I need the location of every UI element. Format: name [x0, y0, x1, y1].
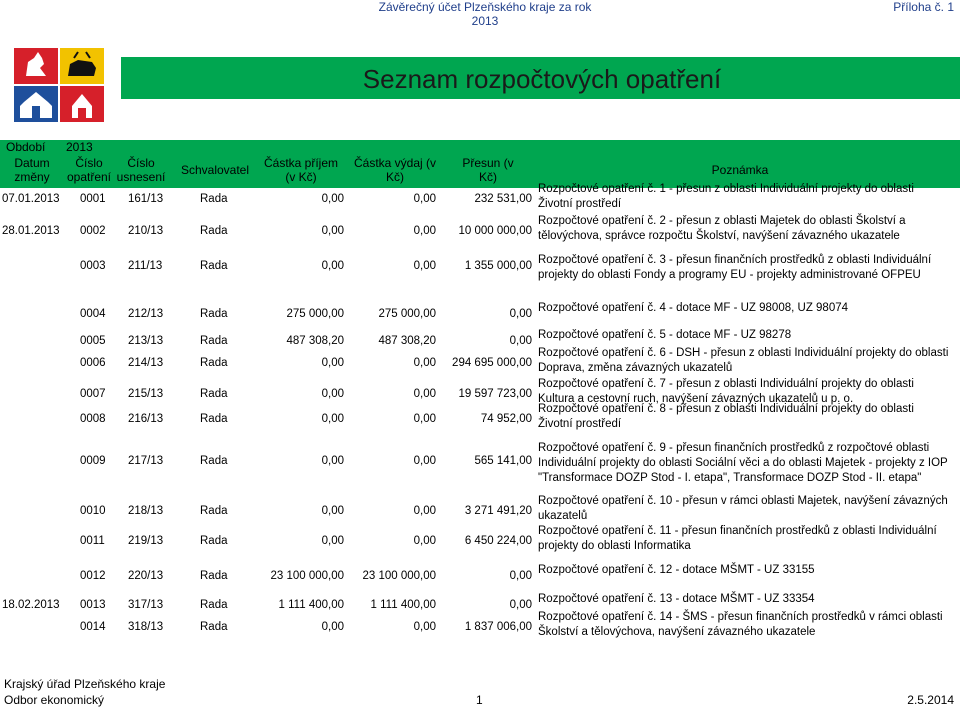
cell-note: Rozpočtové opatření č. 6 - DSH - přesun z oblasti Individuální projekty do oblasti Doprava, změna závazných ukazatelů: [538, 347, 949, 374]
cell-cislo: 0014: [80, 621, 106, 633]
cell-usneseni: 210/13: [128, 225, 164, 237]
column-header-resolution-number: Číslo usnesení: [116, 156, 166, 184]
cell-prijem: 0,00: [321, 621, 344, 633]
cell-prijem: 0,00: [321, 260, 344, 272]
cell-vydaj: 0,00: [413, 621, 436, 633]
cell-cislo: 0012: [80, 570, 106, 582]
period-value: 2013: [66, 140, 93, 154]
cell-cislo: 0001: [80, 193, 106, 205]
cell-presun: 0,00: [509, 599, 532, 611]
cell-usneseni: 216/13: [128, 413, 164, 425]
cell-prijem: 23 100 000,00: [270, 570, 344, 582]
cell-schvalovatel: Rada: [200, 193, 228, 205]
cell-schvalovatel: Rada: [200, 357, 228, 369]
cell-note: Rozpočtové opatření č. 13 - dotace MŠMT - UZ 33354: [538, 593, 815, 605]
cell-schvalovatel: Rada: [200, 308, 228, 320]
cell-usneseni: 317/13: [128, 599, 164, 611]
cell-cislo: 0004: [80, 308, 106, 320]
cell-cislo: 0011: [80, 535, 105, 547]
cell-cislo: 0007: [80, 388, 106, 400]
cell-prijem: 0,00: [321, 535, 344, 547]
cell-cislo: 0005: [80, 335, 106, 347]
cell-prijem: 0,00: [321, 455, 344, 467]
cell-presun: 1 355 000,00: [464, 260, 532, 272]
cell-vydaj: 0,00: [413, 388, 436, 400]
cell-cislo: 0002: [80, 225, 106, 237]
cell-usneseni: 318/13: [128, 621, 164, 633]
cell-note: Rozpočtové opatření č. 3 - přesun finančních prostředků z oblasti Individuální projekty do oblasti Fondy a programy EU - projekty administrované OFPEU: [538, 254, 932, 281]
cell-vydaj: 0,00: [413, 535, 436, 547]
cell-datum: 18.02.2013: [2, 599, 60, 611]
cell-usneseni: 212/13: [128, 308, 164, 320]
cell-cislo: 0009: [80, 455, 106, 467]
cell-note: Rozpočtové opatření č. 9 - přesun finančních prostředků z rozpočtové oblasti Individuální projekty do oblasti Sociální věci a do oblasti Majetek - projekty z IOP "Transformace DOZP Stod - I. etapa", Transformace DOZP Stod - II. etapa": [538, 442, 948, 484]
cell-note: Rozpočtové opatření č. 5 - dotace MF - UZ 98278: [538, 329, 792, 341]
cell-schvalovatel: Rada: [200, 599, 228, 611]
cell-note: Rozpočtové opatření č. 14 - ŠMS - přesun finančních prostředků v rámci oblasti Školství a tělovýchova, navýšení závazného ukazatele: [538, 611, 943, 638]
cell-note: Rozpočtové opatření č. 8 - přesun z oblasti Individuální projekty do oblasti Životní prostředí: [538, 403, 914, 430]
cell-note: Rozpočtové opatření č. 11 - přesun finančních prostředků z oblasti Individuální projekty do oblasti Informatika: [538, 525, 937, 552]
column-header-date: Datum změny: [14, 156, 50, 184]
cell-presun: 10 000 000,00: [458, 225, 532, 237]
cell-presun: 1 837 006,00: [464, 621, 532, 633]
cell-vydaj: 0,00: [413, 357, 436, 369]
footer-department: Odbor ekonomický: [4, 693, 105, 707]
cell-presun: 0,00: [509, 570, 532, 582]
cell-datum: 28.01.2013: [2, 225, 60, 237]
page-title: Seznam rozpočtových opatření: [362, 64, 722, 94]
cell-prijem: 1 111 400,00: [278, 599, 344, 611]
cell-schvalovatel: Rada: [200, 455, 228, 467]
cell-schvalovatel: Rada: [200, 260, 228, 272]
cell-note: Rozpočtové opatření č. 12 - dotace MŠMT - UZ 33155: [538, 564, 815, 576]
cell-note: Rozpočtové opatření č. 7 - přesun z oblasti Individuální projekty do oblasti Kultura a cestovní ruch, navýšení závazných ukazatelů u p. o.: [538, 378, 914, 405]
cell-cislo: 0006: [80, 357, 106, 369]
column-header-note: Poznámka: [711, 163, 769, 177]
cell-vydaj: 0,00: [413, 455, 436, 467]
cell-note: Rozpočtové opatření č. 1 - přesun z oblasti Individuální projekty do oblasti Životní prostředí: [538, 183, 914, 210]
cell-vydaj: 487 308,20: [378, 335, 436, 347]
cell-note: Rozpočtové opatření č. 4 - dotace MF - UZ 98008, UZ 98074: [538, 302, 849, 314]
cell-prijem: 0,00: [321, 193, 344, 205]
appendix-label: Příloha č. 1: [893, 0, 954, 14]
cell-vydaj: 0,00: [413, 193, 436, 205]
cell-presun: 565 141,00: [474, 455, 532, 467]
cell-presun: 3 271 491,20: [464, 505, 532, 517]
cell-schvalovatel: Rada: [200, 570, 228, 582]
footer-org: Krajský úřad Plzeňského kraje: [4, 677, 166, 691]
cell-schvalovatel: Rada: [200, 335, 228, 347]
cell-datum: 07.01.2013: [2, 193, 60, 205]
cell-vydaj: 0,00: [413, 505, 436, 517]
cell-presun: 6 450 224,00: [464, 535, 532, 547]
column-header-approver: Schvalovatel: [180, 163, 250, 177]
cell-presun: 0,00: [509, 335, 532, 347]
plzen-region-crest-logo: [12, 46, 106, 124]
cell-usneseni: 217/13: [128, 455, 164, 467]
cell-presun: 19 597 723,00: [458, 388, 532, 400]
cell-prijem: 487 308,20: [286, 335, 344, 347]
cell-vydaj: 0,00: [413, 413, 436, 425]
cell-presun: 0,00: [509, 308, 532, 320]
cell-presun: 232 531,00: [474, 193, 532, 205]
cell-note: Rozpočtové opatření č. 10 - přesun v rámci oblasti Majetek, navýšení závazných ukazatelů: [538, 495, 948, 522]
cell-presun: 74 952,00: [480, 413, 532, 425]
cell-usneseni: 213/13: [128, 335, 164, 347]
cell-vydaj: 1 111 400,00: [370, 599, 436, 611]
cell-presun: 294 695 000,00: [452, 357, 532, 369]
cell-vydaj: 275 000,00: [378, 308, 436, 320]
cell-schvalovatel: Rada: [200, 388, 228, 400]
cell-schvalovatel: Rada: [200, 621, 228, 633]
footer-page-number: 1: [476, 693, 483, 707]
cell-usneseni: 215/13: [128, 388, 164, 400]
footer-date: 2.5.2014: [907, 693, 954, 707]
cell-schvalovatel: Rada: [200, 413, 228, 425]
title-banner: [121, 57, 960, 99]
cell-schvalovatel: Rada: [200, 505, 228, 517]
cell-cislo: 0013: [80, 599, 106, 611]
cell-vydaj: 23 100 000,00: [362, 570, 436, 582]
cell-cislo: 0003: [80, 260, 106, 272]
column-header-expense: Částka výdaj (v Kč): [353, 156, 437, 184]
period-label: Období: [6, 140, 46, 154]
period-header-row: [0, 140, 960, 154]
cell-prijem: 275 000,00: [286, 308, 344, 320]
cell-usneseni: 218/13: [128, 505, 164, 517]
cell-schvalovatel: Rada: [200, 225, 228, 237]
cell-cislo: 0008: [80, 413, 106, 425]
cell-usneseni: 211/13: [128, 260, 163, 272]
cell-prijem: 0,00: [321, 505, 344, 517]
cell-prijem: 0,00: [321, 225, 344, 237]
cell-vydaj: 0,00: [413, 260, 436, 272]
cell-note: Rozpočtové opatření č. 2 - přesun z oblasti Majetek do oblasti Školství a tělovýchova, správce rozpočtu Školství, navýšení závazného ukazatele: [538, 215, 906, 242]
cell-cislo: 0010: [80, 505, 106, 517]
cell-prijem: 0,00: [321, 357, 344, 369]
cell-usneseni: 220/13: [128, 570, 164, 582]
document-title: Závěrečný účet Plzeňského kraje za rok 2013: [378, 0, 592, 28]
cell-vydaj: 0,00: [413, 225, 436, 237]
cell-usneseni: 161/13: [128, 193, 164, 205]
column-header-measure-number: Číslo opatření: [66, 156, 112, 184]
cell-prijem: 0,00: [321, 413, 344, 425]
column-header-income: Částka příjem (v Kč): [263, 156, 339, 184]
cell-schvalovatel: Rada: [200, 535, 228, 547]
cell-usneseni: 214/13: [128, 357, 164, 369]
column-header-transfer: Přesun (v Kč): [462, 156, 514, 184]
cell-prijem: 0,00: [321, 388, 344, 400]
cell-usneseni: 219/13: [128, 535, 164, 547]
